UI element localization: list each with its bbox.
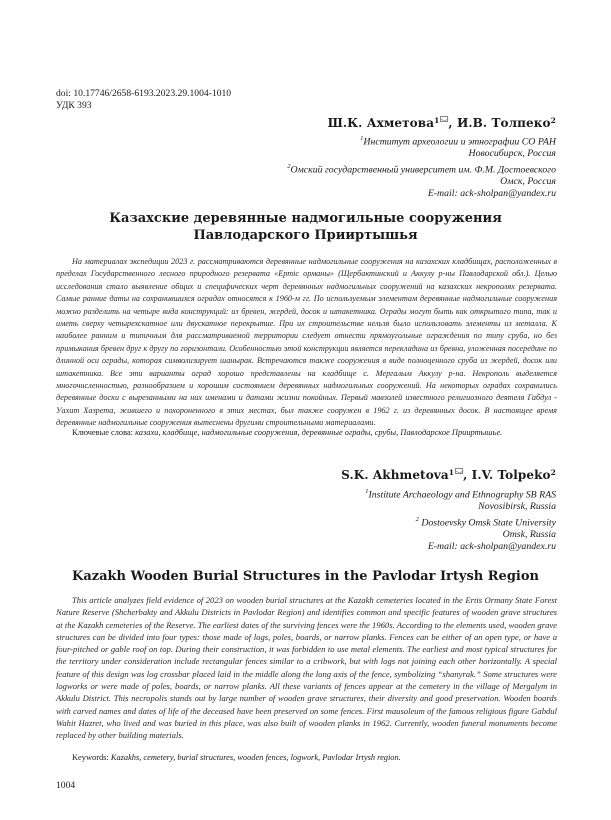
keywords-label: Ключевые слова: (72, 428, 136, 437)
affiliations-en (365, 486, 556, 554)
keywords-en (56, 752, 557, 764)
abstract-en: This article analyzes field evidence of 2023 on wooden burial structures at the Kazakh cemeteries located in the Ertis Ormany State Forest Nature Reserve (Shcherbakty and Akkulu Districts in Pavlodar Region) and identifies common and specific features of wooden grave structures at the Kazakh cemeteries of the Reserve. The earliest dates of the surviving fences were the 1960s. According to the elements used, wooden grave structures can be divided into four types: those made of logs, poles, boards, or narrow planks. Fences can be either of an open type, or have a four-pitched or gable roof on top. During their construction, it was forbidden to use metal elements. The earliest and most typical structures for the territory under consideration include rectangular fences similar to a cribwork, but with logs not joining each other horizontally. A special feature of this design was log crossbar placed laid in the middle along the long axis of the fence, symbolizing “shanyrak.” Some structures were logworks or were made of poles, boards, or narrow planks. All these variants of fences appear at the cemetery in the village of Mergalym in Akkulu District. This necropolis stands out by large number of wooden grave structures, their diversity and good preservation. Wooden boards with carved names and dates of life of the deceased have been preserved on some fences. First mausoleum of the famous religious figure Gabdul Wahit Hazret, who lived and was buried in this place, was also built of wooden planks in 1962. Currently, wooden funeral monuments become replaced by other building materials. (56, 595, 557, 741)
affiliation-marker: 2 (550, 116, 556, 125)
keywords-list: Kazakhs, cemetery, burial structures, wooden fences, logwork, Pavlodar Irtysh region. (110, 753, 401, 762)
article-title-en: Kazakh Wooden Burial Structures in the Pavlodar Irtysh Region (72, 569, 539, 584)
affiliation-marker: 1 (448, 468, 455, 477)
affiliation-line: Новосибирск, Россия (468, 148, 556, 160)
affiliation-line: $^2$Омский государственный университет им. Ф.М. Достоевского (287, 162, 556, 175)
authors-en (341, 468, 556, 482)
author-name: S.K. Akhmetova (341, 468, 449, 482)
author-separator: , (448, 116, 457, 130)
affiliation-line: Omsk, Russia (502, 529, 556, 541)
authors-ru (328, 116, 556, 130)
affiliation-line: $^2$ Dostoevsky Omsk State University (415, 515, 556, 528)
affiliations-ru (287, 133, 556, 201)
abstract-ru: На материалах экспедиции 2023 г. рассматриваются деревянные надмогильные сооружения на казахских кладбищах, расположенных в пределах Государственного лесного природного резервата «Ертіс орманы» (Щербактинский и Аккулу р-ны Павлодарской обл.). Целью исследования стало выявление общих и специфических черт деревянных надмогильных сооружений на казахских некрополях резервата. Самые ранние даты на сохранившихся оградах относятся к 1960-м гг. По используемым элементам деревянные надмогильные сооружения можно разделить на четыре вида конструкций: из бревен, жердей, досок и штакетника. Ограды могут быть как открытого типа, так и иметь сверху четырехскатное или двускатное перекрытие. При их строительстве нельзя было использовать элементы из металла. К наиболее ранним и типичным для рассматриваемой территории следует отнести прямоугольные ограждения по типу сруба, но без примыкания бревен друг к другу по горизонтали. Особенностью этой конструкции является перекладина из бревна, уложенная посередине по длинной оси ограды, которая символизирует шанырак. Встречаются также сооружения в виде полноценного сруба из жердей, досок или штакетника. Все эти варианты оград хорошо представлены на кладбище с. Мергалым Аккулу р-на. Некрополь выделяется многочисленностью, разнообразием и хорошим состоянием деревянных надмогильных сооружений. На некоторых оградах сохранились деревянные доски с вырезанными на них именами и датами жизни покойных. Первый мавзолей известного религиозного деятеля Габдул - Уахит Хазрета, жившего и похороненного в этих местах, был также сооружен в 1962 г. из деревянных досок. В настоящее время деревянные надмогильные сооружения вытеснены другими строительными материалами. (56, 257, 557, 428)
contact-email: E-mail: ack-sholpan@yandex.ru (427, 541, 556, 553)
article-meta (56, 88, 231, 111)
article-title-ru: Казахские деревянные надмогильные сооружения Павлодарского Прииртышья (109, 211, 502, 243)
page-number: 1004 (56, 780, 76, 791)
affiliation-marker: 2 (550, 468, 556, 477)
keywords-ru (56, 427, 557, 439)
doi: doi: 10.17746/2658-6193.2023.29.1004-1010 (56, 88, 232, 99)
author-name: I.V. Tolpeko (471, 468, 551, 482)
author-name: И.В. Толпеко (456, 116, 551, 130)
contact-email: E-mail: ack-sholpan@yandex.ru (427, 188, 556, 200)
keywords-list: казахи, кладбище, надмогильные сооружения, деревянные ограды, срубы, Павлодарское Прииртышье. (135, 428, 503, 437)
envelope-icon[interactable] (440, 116, 448, 122)
author-name: Ш.К. Ахметова (327, 116, 435, 130)
affiliation-marker: 1 (434, 116, 440, 125)
affiliation-line: $^1$Институт археологии и этнографии СО РАН (360, 135, 556, 148)
affiliation-line: Novosibirsk, Russia (478, 501, 556, 513)
affiliation-line: Омск, Россия (500, 176, 556, 188)
keywords-label: Keywords: (72, 753, 111, 762)
udc: УДК 393 (56, 99, 92, 111)
envelope-icon[interactable] (455, 468, 463, 474)
affiliation-line: $^1$Institute Archaeology and Ethnography SB RAS (365, 488, 556, 501)
author-separator: , (463, 468, 472, 482)
